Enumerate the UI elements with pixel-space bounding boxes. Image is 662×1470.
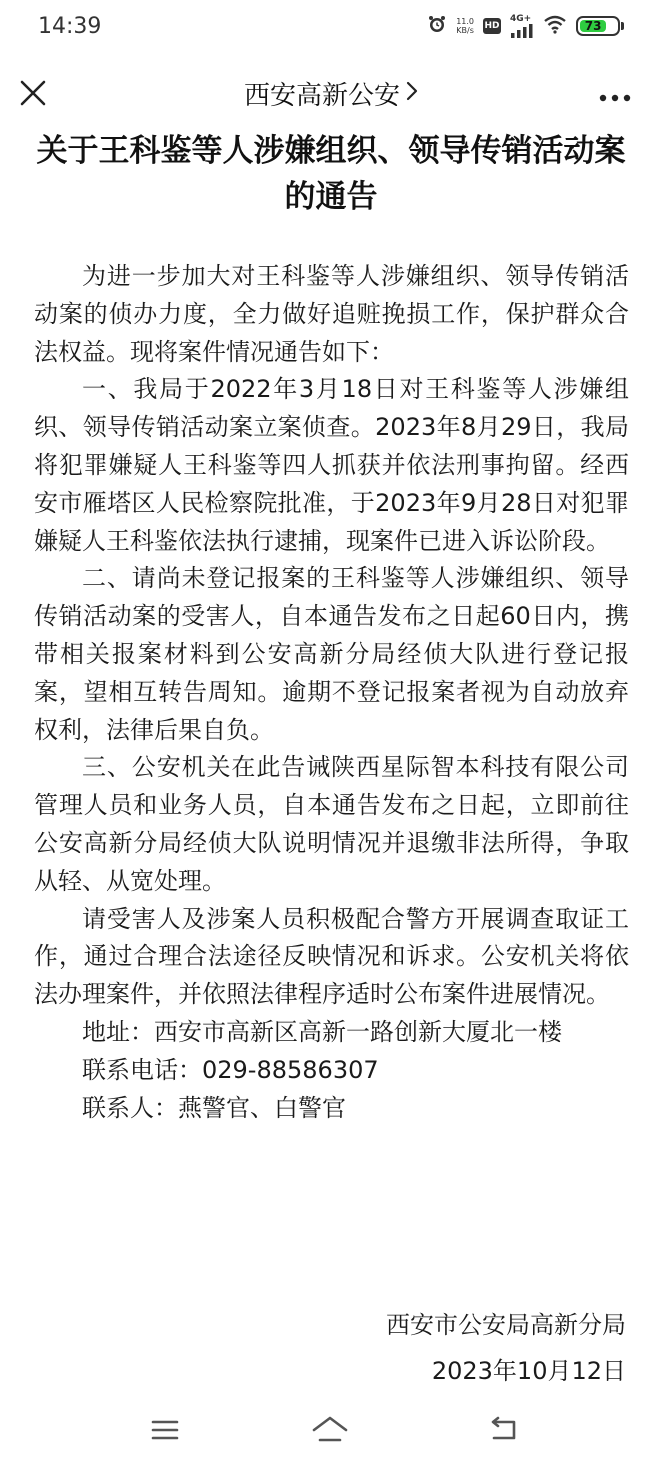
address-line: 地址：西安市高新区高新一路创新大厦北一楼 [82, 1017, 562, 1046]
paragraph-request: 请受害人及涉案人员积极配合警方开展调查取证工作，通过合理合法途径反映情况和诉求。公安机关将依法办理案件，并依照法律程序适时公布案件进展情况。 [34, 904, 629, 1009]
signature-block [386, 1302, 626, 1394]
battery-level: 73 [580, 20, 606, 32]
hd-icon: HD [483, 18, 501, 34]
back-icon[interactable] [488, 1416, 520, 1448]
home-icon[interactable] [310, 1414, 350, 1448]
signature-date: 2023年10月12日 [431, 1357, 626, 1385]
account-name: 西安高新公安 [243, 80, 400, 111]
status-icons [427, 14, 624, 38]
status-time: 14:39 [38, 13, 102, 39]
nav-bar [0, 54, 662, 132]
network-speed-unit: KB/s [456, 26, 474, 35]
paragraph-one: 一、我局于2022年3月18日对王科鉴等人涉嫌组织、领导传销活动案立案侦查。2023年8月29日，我局将犯罪嫌疑人王科鉴等四人抓获并依法刑事拘留。经西安市雁塔区人民检察院批准，于2023年9月28日对犯罪嫌疑人王科鉴依法执行逮捕，现案件已进入诉讼阶段。 [34, 375, 629, 555]
more-icon[interactable] [598, 88, 632, 98]
chevron-right-icon [406, 78, 418, 108]
alarm-icon [427, 14, 447, 38]
signature-org: 西安市公安局高新分局 [386, 1311, 626, 1339]
status-bar [0, 0, 662, 52]
battery-icon [576, 16, 620, 36]
cellular-signal [510, 15, 534, 38]
article-title: 关于王科鉴等人涉嫌组织、领导传销活动案的通告 [36, 133, 626, 215]
paragraph-intro: 为进一步加大对王科鉴等人涉嫌组织、领导传销活动案的侦办力度，全力做好追赃挽损工作，保护群众合法权益。现将案件情况通告如下： [34, 262, 629, 366]
network-speed-value: 11.0 [456, 17, 474, 26]
article-body [34, 258, 629, 1127]
network-type-label: 4G+ [510, 13, 532, 24]
battery-indicator [576, 16, 624, 36]
battery-cap [621, 22, 624, 30]
network-speed [456, 17, 474, 35]
paragraph-three: 三、公安机关在此告诫陕西星际智本科技有限公司管理人员和业务人员，自本通告发布之日起，立即前往公安高新分局经侦大队说明情况并退缴非法所得，争取从轻、从宽处理。 [34, 753, 629, 895]
system-nav-bar [0, 1398, 662, 1470]
phone-line: 联系电话：029-88586307 [82, 1055, 379, 1084]
paragraph-two: 二、请尚未登记报案的王科鉴等人涉嫌组织、领导传销活动案的受害人，自本通告发布之日起60日内，携带相关报案材料到公安高新分局经侦大队进行登记报案，望相互转告周知。逾期不登记报案者视为自动放弃权利，法律后果自负。 [34, 564, 629, 744]
close-icon[interactable] [18, 78, 48, 108]
menu-icon[interactable] [150, 1418, 180, 1446]
signal-bars-icon [510, 24, 534, 38]
account-title-link[interactable] [244, 75, 418, 112]
contact-person-line: 联系人：燕警官、白警官 [82, 1093, 346, 1122]
wifi-icon [543, 14, 567, 38]
